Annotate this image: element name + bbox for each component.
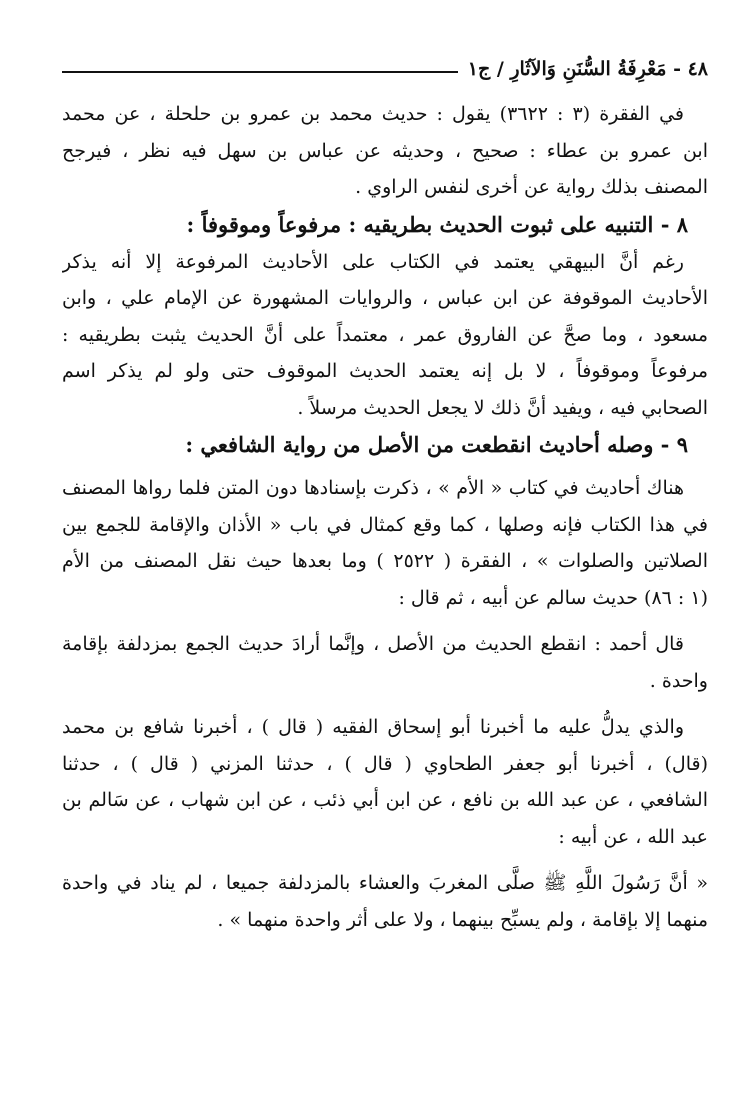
header-rule (62, 71, 458, 73)
book-page (62, 52, 708, 938)
text-line: الصلاتين والصلوات » ، الفقرة ( ٢٥٢٢ ) وما بعدها حيث نقل المصنف من الأم (62, 550, 708, 572)
text-line: هناك أحاديث في كتاب « الأم » ، ذكرت بإسنادها دون المتن فلما رواها المصنف (62, 477, 684, 499)
text-line: « أنَّ رَسُولَ اللَّهِ ﷺ صلَّى المغربَ والعشاء بالمزدلفة جميعا ، لم يناد في واحدة (62, 872, 708, 894)
text-line: رغم أنَّ البيهقي يعتمد في الكتاب على الأحاديث المرفوعة إلا أنه يذكر (62, 250, 684, 273)
text-line: مسعود ، وما صحَّ عن الفاروق عمر ، معتمداً على أنَّ الحديث يثبت بطريقيه : (62, 323, 708, 346)
text-line: الأحاديث الموقوفة عن ابن عباس ، والروايات المشهورة عن الإمام علي ، وابن (62, 287, 708, 309)
text-line: قال أحمد : انقطع الحديث من الأصل ، وإنَّما أرادَ حديث الجمع بمزدلفة بإقامة (62, 633, 684, 655)
section-heading-9: ٩ - وصله أحاديث انقطعت من الأصل من رواية الشافعي : (185, 432, 688, 457)
text-line: في الفقرة (٣ : ٣٦٢٢) يقول : حديث محمد بن عمرو بن حلحلة ، عن محمد (62, 103, 684, 125)
text-line: (١ : ٨٦) حديث سالم عن أبيه ، ثم قال : (398, 586, 708, 609)
paragraph-4 (62, 626, 708, 699)
text-line: الشافعي ، عن عبد الله بن نافع ، عن ابن أبي ذئب ، عن ابن شهاب ، عن سَالم بن (62, 789, 708, 811)
text-line: الصحابي فيه ، ويفيد أنَّ ذلك لا يجعل الحديث مرسلاً . (297, 396, 708, 419)
text-line: والذي يدلُّ عليه ما أخبرنا أبو إسحاق الفقيه ( قال ) ، أخبرنا شافع بن محمد (62, 716, 684, 738)
text-line: منهما إلا بإقامة ، ولم يسبِّح بينهما ، ولا على أثر واحدة منهما » . (217, 908, 708, 931)
running-title: ٤٨ - مَعْرِفَةُ السُّنَنِ وَالآثَارِ / ج١ (467, 58, 708, 80)
paragraph-2 (62, 244, 708, 427)
page-header (62, 52, 708, 86)
text-line: (قال) ، أخبرنا أبو جعفر الطحاوي ( قال ) ، حدثنا المزني ( قال ) ، حدثنا (62, 752, 708, 775)
paragraph-5 (62, 709, 708, 855)
paragraph-3 (62, 470, 708, 616)
text-line: في هذا الكتاب فإنه وصلها ، كما وقع كمثال في باب « الأذان والإقامة للجمع بين (62, 513, 708, 536)
text-line: مرفوعاً وموقوفاً ، لا بل إنه يعتمد الحديث الموقوف حتى ولو لم يذكر اسم (62, 360, 708, 382)
text-line: واحدة . (649, 669, 708, 692)
paragraph-1 (62, 96, 708, 206)
text-line: المصنف بذلك رواية عن أخرى لنفس الراوي . (355, 176, 708, 198)
section-heading-8: ٨ - التنبيه على ثبوت الحديث بطريقيه : مرفوعاً وموقوفاً : (186, 211, 688, 237)
text-line: عبد الله ، عن أبيه : (558, 825, 708, 848)
paragraph-6 (62, 865, 708, 938)
text-line: ابن عمرو بن عطاء : صحيح ، وحديثه عن عباس بن سهل فيه نظر ، فيرجح (62, 139, 708, 162)
